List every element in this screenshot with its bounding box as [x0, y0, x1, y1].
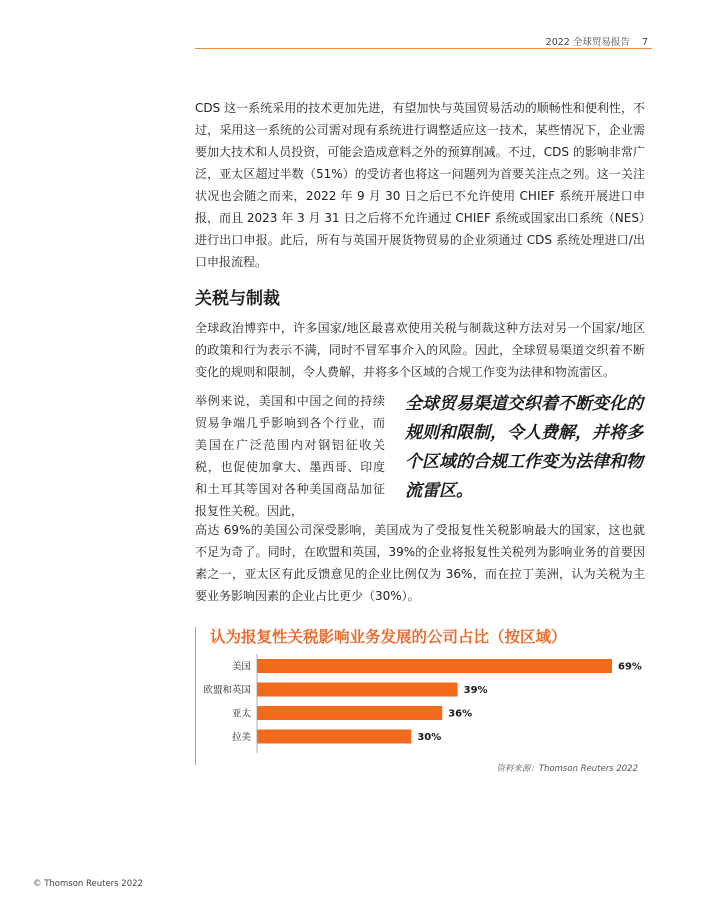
- footer-copyright: © Thomson Reuters 2022: [33, 879, 143, 889]
- header-title: [546, 34, 648, 48]
- value-label: 69%: [618, 661, 642, 673]
- value-label: 39%: [463, 685, 488, 696]
- bar: [257, 706, 442, 720]
- value-label: 30%: [417, 732, 442, 743]
- body-paragraph-tariffs: 全球政治博弈中，许多国家/地区最喜欢使用关税与制裁这种方法对另一个国家/地区的政策和行为表示不满，同时不冒军事介入的风险。因此，全球贸易渠道交织着不断变化的规则和限制，令人费解，并将多个区域的合规工作变为法律和物流雷区。: [195, 321, 645, 379]
- header-rule: [195, 48, 652, 49]
- source-note: 资料来源：Thomson Reuters 2022: [496, 764, 638, 774]
- bar: [257, 683, 458, 697]
- bar-chart: [195, 650, 655, 755]
- page-number: 7: [641, 37, 648, 48]
- chart-title: 认为报复性关税影响业务发展的公司占比（按区域）: [210, 628, 567, 646]
- body-paragraph-impact: 高达 69%的美国公司深受影响，美国成为了受报复性关税影响最大的国家，这也就不足为奇了。同时，在欧盟和英国，39%的企业将报复性关税列为影响业务的首要因素之一，亚太区有此反馈意见的企业比例仅为 36%，而在拉丁美洲，认为关税为主要业务影响因素的企业占比更少（30%）。: [195, 523, 645, 603]
- bar: [257, 730, 411, 744]
- category-label: 美国: [231, 661, 251, 673]
- section-heading: 关税与制裁: [195, 289, 280, 309]
- category-label: 拉美: [231, 732, 251, 743]
- value-label: 36%: [448, 708, 473, 720]
- report-title: 2022 全球贸易报告: [545, 37, 630, 48]
- body-paragraph-cds: CDS 这一系统采用的技术更加先进，有望加快与英国贸易活动的顺畅性和便利性，不过，采用这一系统的公司需对现有系统进行调整适应这一技术，某些情况下，企业需要加大技术和人员投资，可能会造成意料之外的预算削减。不过，CDS 的影响非常广泛，亚太区超过半数（51%）的受访者也将这一问题列为首要关注点之列。这一关注状况也会随之而来，2022 年 9 月 30 日之后已不允许使用 CHIEF 系统开展进口申报，而且 2023 年 3 月 31 日之后将不允许通过 CHIEF 系统或国家出口系统（NES）进行出口申报。此后，所有与英国开展货物贸易的企业须通过 CDS 系统处理进口/出口申报流程。: [195, 101, 645, 269]
- category-label: 亚太: [231, 708, 251, 720]
- bar: [257, 659, 612, 673]
- body-paragraph-example: 举例来说，美国和中国之间的持续贸易争端几乎影响到各个行业，而美国在广泛范围内对钢铝征收关税，也促使加拿大、墨西哥、印度和土耳其等国对各种美国商品加征报复性关税。因此，: [195, 394, 385, 518]
- pull-quote: 全球贸易渠道交织着不断变化的规则和限制，令人费解，并将多个区域的合规工作变为法律和物流雷区。: [405, 394, 643, 501]
- category-label: 欧盟和英国: [203, 685, 251, 696]
